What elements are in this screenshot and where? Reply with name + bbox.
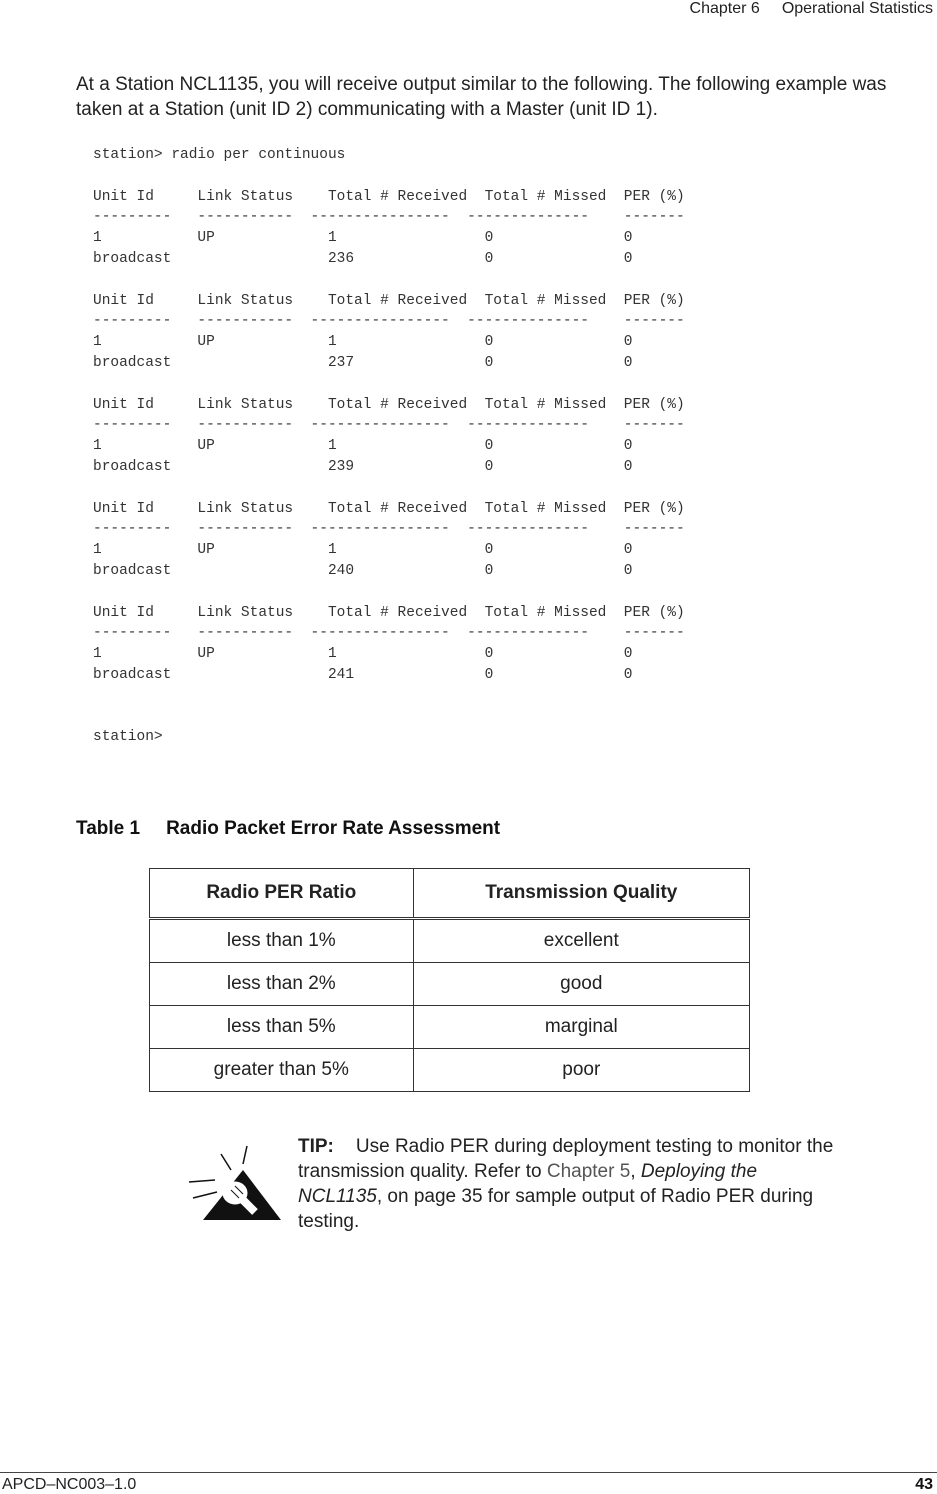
table-cell: excellent [413,919,749,963]
console-unit-row: 1 UP 1 0 0 [93,230,633,247]
console-divider: --------- ----------- ---------------- -------------- ------- [93,313,685,330]
header-chapter: Chapter 6 [689,0,760,17]
page-number: 43 [915,1476,933,1493]
console-output [93,145,685,748]
console-header: Unit Id Link Status Total # Received Total # Missed PER (%) [93,500,685,517]
tip-text: Use Radio PER during deployment testing to monitor the transmission quality. Refer to [298,1136,834,1182]
footer-doc-id: APCD–NC003–1.0 [2,1476,137,1493]
console-divider: --------- ----------- ---------------- -------------- ------- [93,625,685,642]
table-row [150,919,750,963]
console-command: station> radio per continuous [93,147,346,163]
footer-rule [0,1472,937,1473]
table-cell: less than 1% [150,919,414,963]
tip-label: TIP: [298,1136,334,1157]
table-cell: poor [413,1049,749,1092]
console-divider: --------- ----------- ---------------- -------------- ------- [93,417,685,434]
tip-note [298,1134,838,1234]
console-broadcast-row: broadcast 236 0 0 [93,250,633,267]
table-row [150,1049,750,1092]
console-header: Unit Id Link Status Total # Received Total # Missed PER (%) [93,292,685,309]
console-broadcast-row: broadcast 240 0 0 [93,562,633,579]
table-cell: less than 5% [150,1006,414,1049]
table-header-row [150,869,750,919]
table-row [150,963,750,1006]
console-divider: --------- ----------- ---------------- -------------- ------- [93,521,685,538]
console-unit-row: 1 UP 1 0 0 [93,542,633,559]
table-row [150,1006,750,1049]
console-divider: --------- ----------- ---------------- -------------- ------- [93,209,685,226]
console-unit-row: 1 UP 1 0 0 [93,438,633,455]
per-assessment-table [149,868,750,1092]
console-broadcast-row: broadcast 239 0 0 [93,458,633,475]
console-broadcast-row: broadcast 241 0 0 [93,666,633,683]
console-header: Unit Id Link Status Total # Received Total # Missed PER (%) [93,188,685,205]
running-header [690,0,933,18]
table-cell: good [413,963,749,1006]
lightbulb-icon [185,1140,283,1227]
console-broadcast-row: broadcast 237 0 0 [93,354,633,371]
table-caption [76,818,500,840]
table-cell: greater than 5% [150,1049,414,1092]
header-section: Operational Statistics [781,0,933,17]
chapter-title-reference[interactable]: Deploying the NCL1135 [298,1161,758,1207]
table-cell: less than 2% [150,963,414,1006]
console-header: Unit Id Link Status Total # Received Total # Missed PER (%) [93,604,685,621]
console-unit-row: 1 UP 1 0 0 [93,334,633,351]
table-caption-number: Table 1 [76,818,141,839]
table-caption-title: Radio Packet Error Rate Assessment [166,818,501,839]
tip-punct: , [630,1161,641,1182]
chapter-cross-reference-link[interactable]: Chapter 5 [546,1161,631,1182]
intro-paragraph: At a Station NCL1135, you will receive output similar to the following. The following example was taken at a Station (unit ID 2) communicating with a Master (unit ID 1). [76,74,887,120]
tip-text-after: , on page 35 for sample output of Radio PER during testing. [298,1186,814,1232]
console-final-prompt: station> [93,729,163,746]
console-header: Unit Id Link Status Total # Received Total # Missed PER (%) [93,396,685,413]
table-header-cell: Radio PER Ratio [150,869,414,919]
console-unit-row: 1 UP 1 0 0 [93,646,633,663]
table-cell: marginal [413,1006,749,1049]
table-header-cell: Transmission Quality [413,869,749,919]
